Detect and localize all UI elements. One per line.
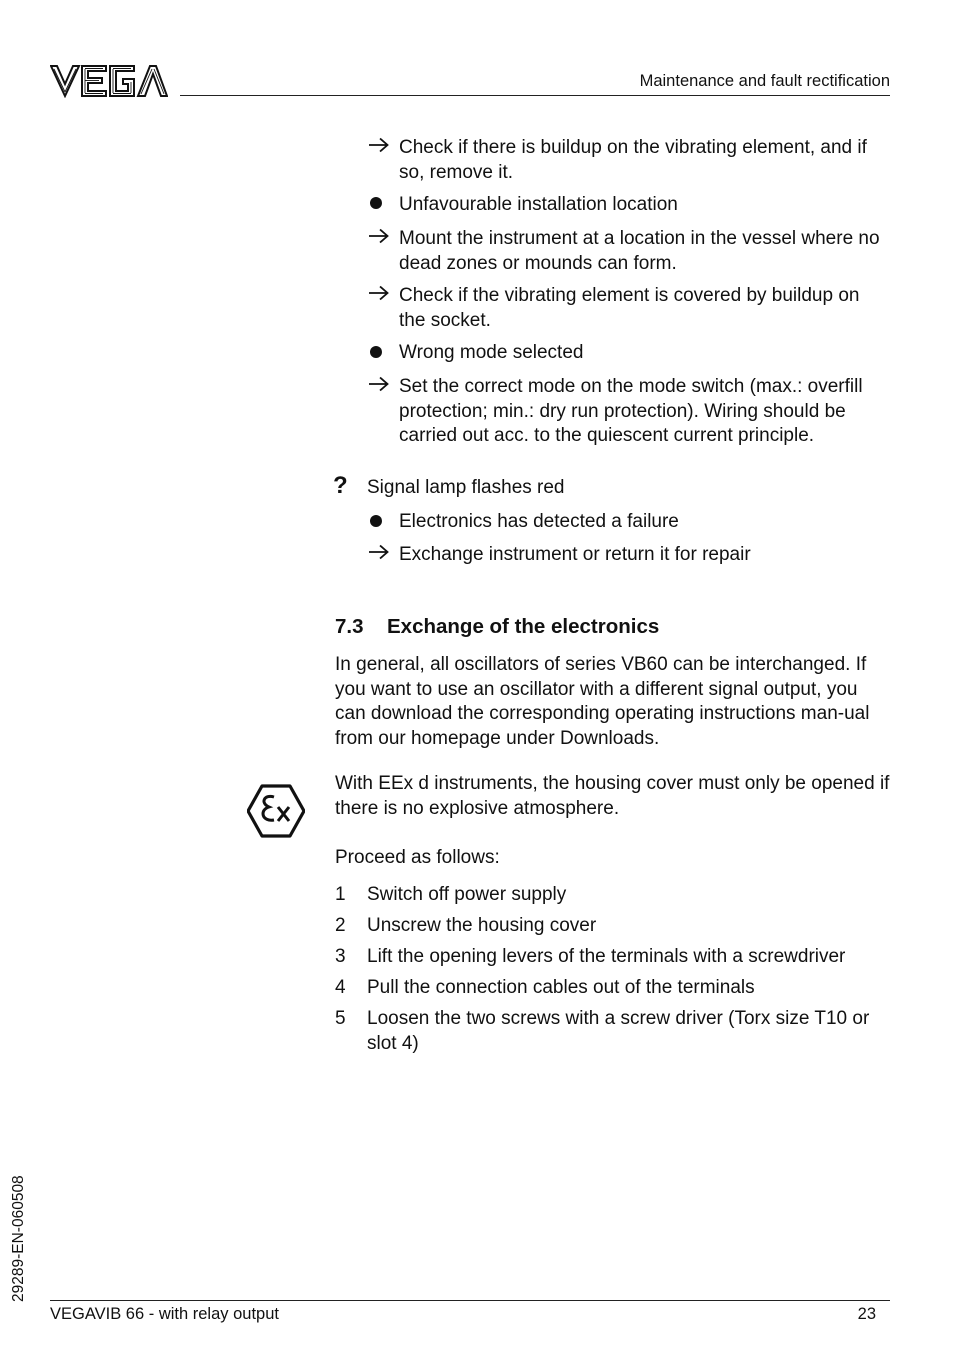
- step-number: 4: [335, 977, 346, 998]
- bullet-icon: [370, 346, 382, 358]
- vega-logo: [50, 64, 168, 98]
- arrow-right-icon: [368, 376, 390, 392]
- header-divider: [180, 95, 890, 96]
- list-item: Mount the instrument at a location in the vessel where no dead zones or mounds can form.: [399, 228, 880, 274]
- header-section-title: Maintenance and fault rectification: [639, 72, 890, 90]
- step-number: 1: [335, 884, 346, 905]
- question-text: Signal lamp flashes red: [367, 477, 565, 498]
- arrow-right-icon: [368, 285, 390, 301]
- step-text: Pull the connection cables out of the terminals: [367, 977, 755, 998]
- list-item: Exchange instrument or return it for repair: [399, 544, 751, 565]
- arrow-right-icon: [368, 137, 390, 153]
- list-item: Electronics has detected a failure: [399, 511, 679, 532]
- footer-product-name: VEGAVIB 66 - with relay output: [50, 1305, 279, 1323]
- section-heading: [335, 615, 659, 639]
- question-mark-icon: ?: [333, 472, 348, 499]
- list-item: Unfavourable installation location: [399, 194, 678, 215]
- step-text: Switch off power supply: [367, 884, 567, 905]
- section-number: 7.3: [335, 615, 364, 638]
- page-number: 23: [857, 1305, 876, 1323]
- bullet-icon: [370, 515, 382, 527]
- section-paragraph: In general, all oscillators of series VB60 can be interchanged. If you want to use an oscillator with a different signal output, you can download the corresponding operating instructions man-ual from our homepage under Downloads.: [335, 654, 870, 749]
- list-item: Wrong mode selected: [399, 342, 584, 363]
- list-item: Check if the vibrating element is covered by buildup on the socket.: [399, 285, 860, 331]
- footer-divider: [50, 1300, 890, 1301]
- section-title: Exchange of the electronics: [387, 615, 660, 638]
- step-number: 5: [335, 1008, 346, 1029]
- list-item: Check if there is buildup on the vibrating element, and if so, remove it.: [399, 137, 867, 183]
- bullet-icon: [370, 197, 382, 209]
- list-item: Set the correct mode on the mode switch (max.: overfill protection; min.: dry run protection). Wiring should be carried out acc. to the quiescent current principle.: [399, 376, 863, 446]
- step-text: Lift the opening levers of the terminals with a screwdriver: [367, 946, 846, 967]
- ex-warning-text: With EEx d instruments, the housing cover must only be opened if there is no explosive atmosphere.: [335, 773, 890, 819]
- step-text: Unscrew the housing cover: [367, 915, 597, 936]
- arrow-right-icon: [368, 544, 390, 560]
- step-number: 3: [335, 946, 346, 967]
- explosion-protection-icon: [247, 784, 305, 838]
- arrow-right-icon: [368, 228, 390, 244]
- proceed-text: Proceed as follows:: [335, 847, 500, 868]
- document-code: 29289-EN-060508: [10, 1175, 27, 1302]
- step-number: 2: [335, 915, 346, 936]
- step-text: Loosen the two screws with a screw driver (Torx size T10 or slot 4): [367, 1008, 870, 1054]
